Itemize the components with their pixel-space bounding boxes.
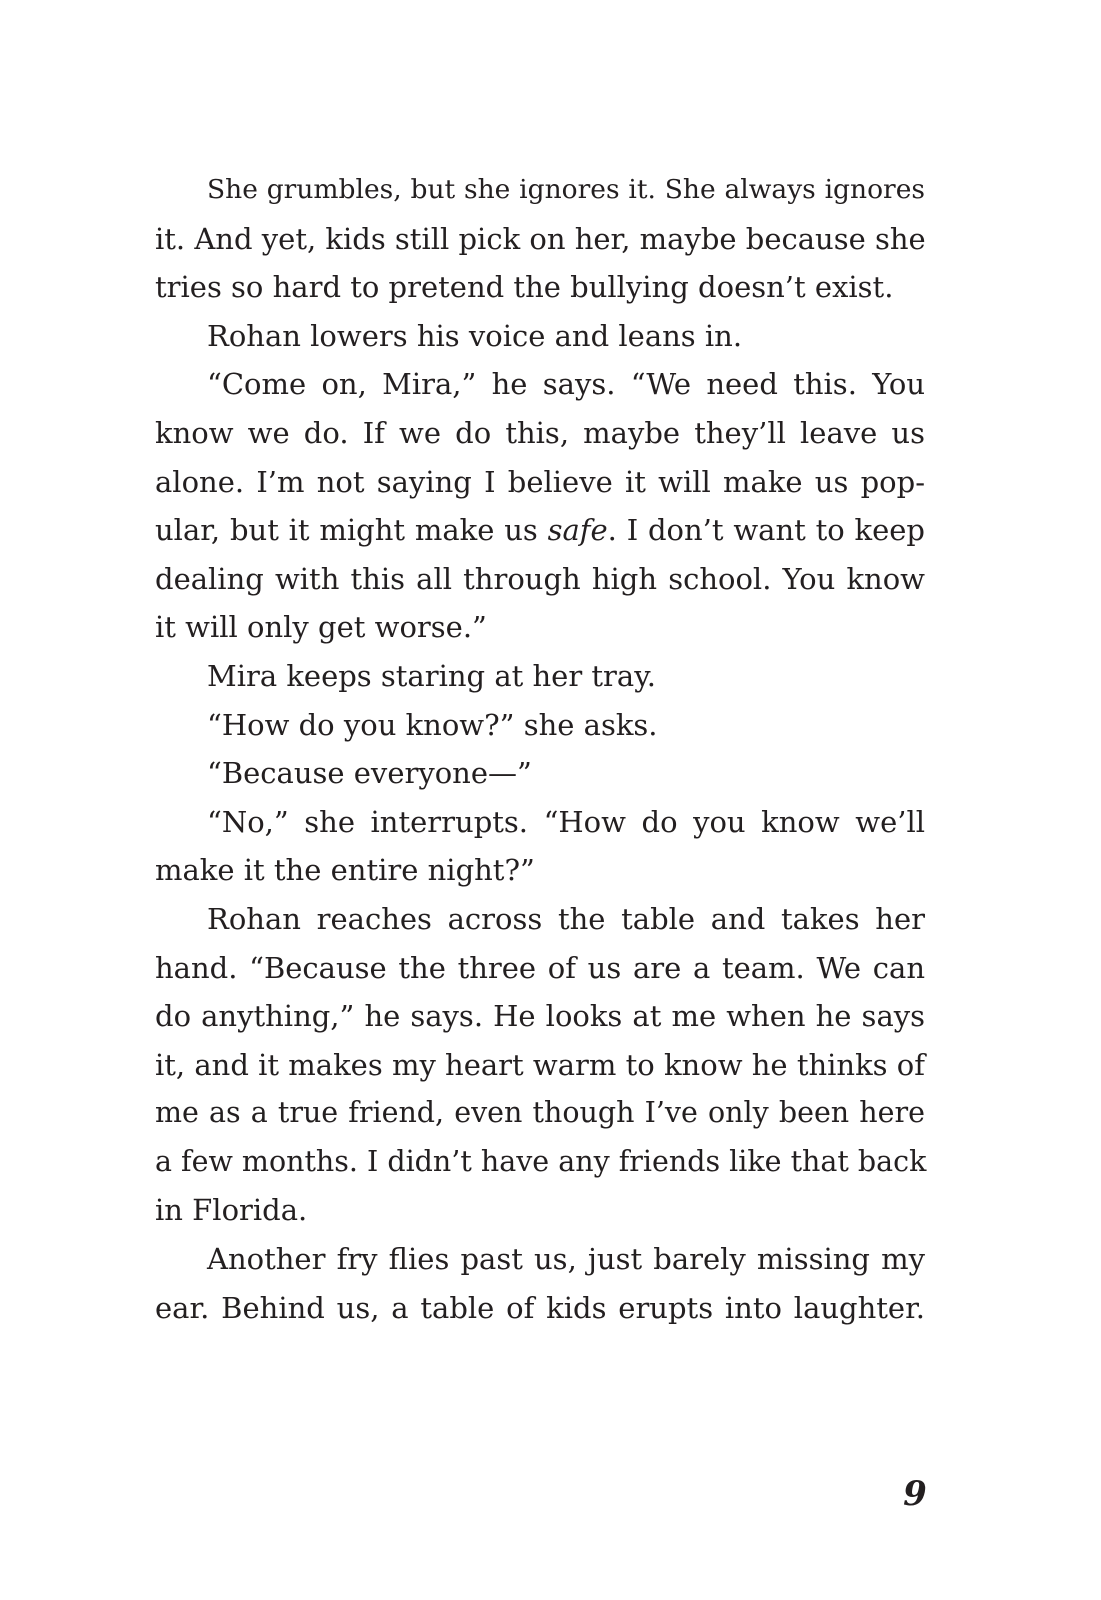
text-line: hand. “Because the three of us are a team. We can	[155, 950, 925, 985]
text-line: tries so hard to pretend the bullying doesn’t exist.	[155, 270, 894, 305]
text-line: She grumbles, but she ignores it. She always ignores	[207, 174, 925, 205]
text-line: ular, but it might make us safe. I don’t want to keep	[155, 513, 925, 548]
text-line: me as a true friend, even though I’ve only been here	[155, 1096, 925, 1130]
text-line: a few months. I didn’t have any friends like that back	[155, 1144, 927, 1178]
text-line: “Because everyone—”	[207, 756, 532, 791]
body-text	[155, 166, 925, 1332]
text-line: in Florida.	[155, 1193, 308, 1228]
text-line: dealing with this all through high school. You know	[155, 561, 925, 596]
page-number: 9	[903, 1474, 927, 1514]
text-line: Another fry flies past us, just barely missing my	[207, 1242, 925, 1277]
text-line: “Come on, Mira,” he says. “We need this. You	[207, 367, 925, 402]
text-line: “No,” she interrupts. “How do you know we’ll	[207, 804, 925, 839]
text-line: know we do. If we do this, maybe they’ll leave us	[155, 415, 925, 450]
text-line: ear. Behind us, a table of kids erupts into laughter.	[155, 1290, 925, 1325]
text-line: alone. I’m not saying I believe it will make us pop-	[155, 464, 925, 499]
text-line: make it the entire night?”	[155, 853, 535, 888]
text-line: Rohan lowers his voice and leans in.	[207, 318, 743, 353]
text-line: it. And yet, kids still pick on her, maybe because she	[155, 221, 926, 256]
text-line: it, and it makes my heart warm to know he thinks of	[155, 1047, 925, 1082]
text-line: it will only get worse.”	[155, 610, 487, 645]
emphasis-safe: safe	[547, 513, 608, 548]
text-line: Mira keeps staring at her tray.	[207, 658, 656, 693]
text-line: “How do you know?” she asks.	[207, 707, 658, 742]
text-line: do anything,” he says. He looks at me when he says	[155, 999, 925, 1034]
text-line: Rohan reaches across the table and takes her	[207, 901, 925, 936]
